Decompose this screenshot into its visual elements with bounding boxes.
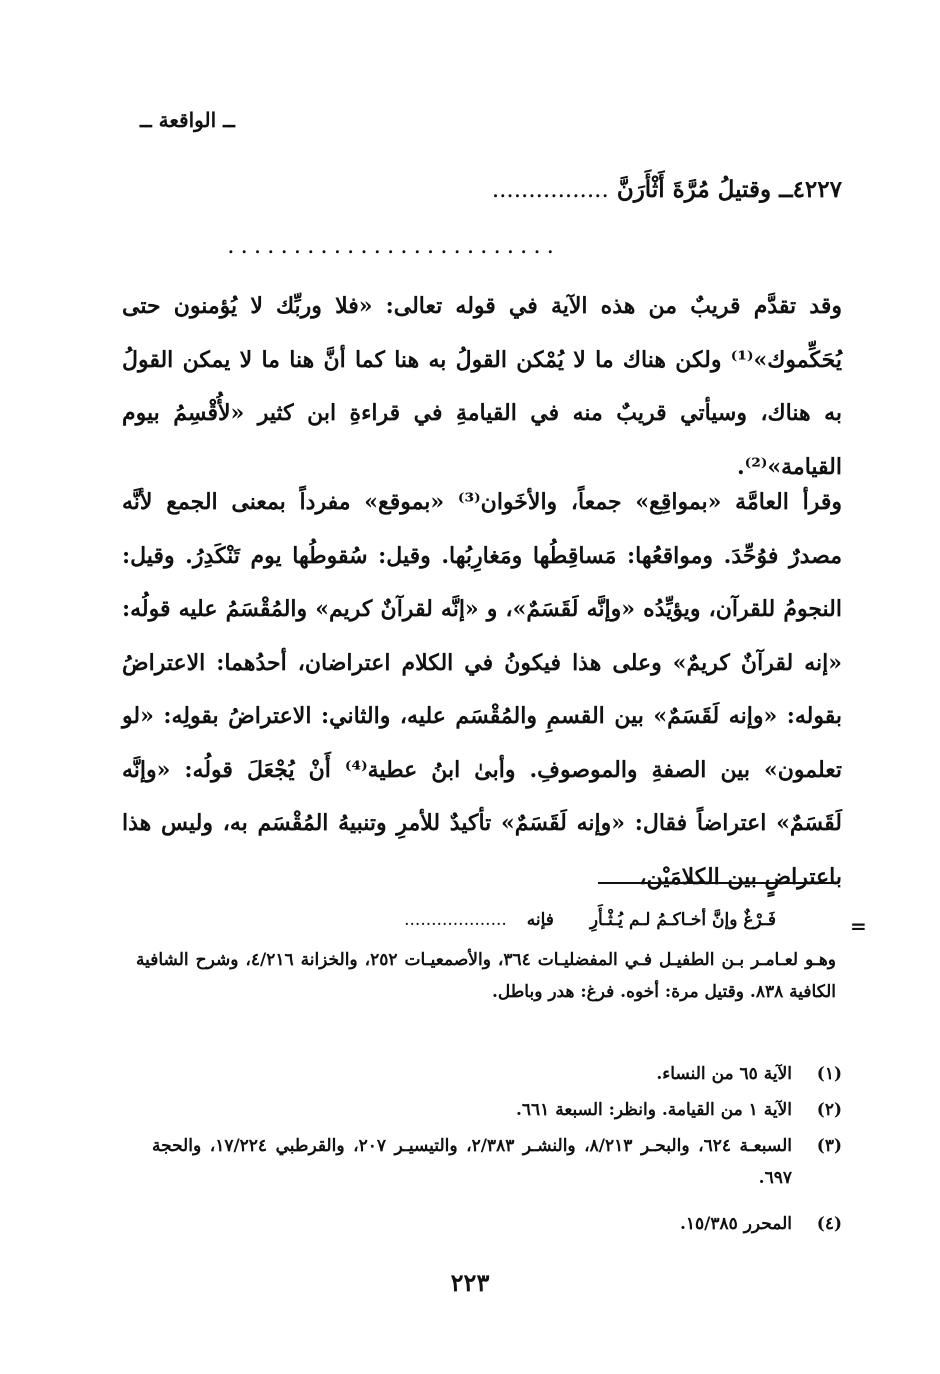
footnote-verse-line [136, 904, 836, 936]
footnote-text: المحرر ١٥/٣٨٥. [679, 1214, 792, 1234]
footnote-number: (٤) [816, 1214, 842, 1234]
footnote-number: (١) [816, 1064, 842, 1084]
footnote-text: الآية ٦٥ من النساء. [656, 1064, 792, 1084]
verse-entry-text: ٤٢٢٧ــ وقتيلُ مُرَّةَ أَثْأَرَنَّ [616, 176, 842, 203]
verse-dots: ................ [491, 177, 609, 203]
footnote-3 [152, 1130, 842, 1194]
footnote-1 [152, 1058, 842, 1090]
footnote-verse-dots: ................... [404, 910, 507, 930]
running-header: ــ الواقعة ــ [140, 108, 235, 132]
footnote-number: (٢) [816, 1100, 842, 1120]
footnote-verse-a: فإنه [526, 910, 554, 930]
paragraph-2: وقرأ العامَّة «بمواقِع» جمعاً، والأخَوان⁽³⁾ «بموقع» مفرداً بمعنى الجمع لأنَّه مصدرٌ فوُحِّدَ. ومواقعُها: مَساقِطُها ومَغارِبُها. وقيل: سُقوطُها يوم تَنْكَدِرُ. وقيل: النجومُ للقرآن، ويؤيِّدُه «وإنَّه لَقَسَمٌ»، و «إنَّه لقرآنٌ كريم» والمُقْسَمُ عليه قولُه: «إنه لقرآنٌ كريمٌ» وعلى هذا فيكونُ في الكلام اعتراضان، أحدُهما: الاعتراضُ بقوله: «وإنه لَقَسَمٌ» بين القسمِ والمُقْسَم عليه، والثاني: الاعتراضُ بقولِه: «لو تعلمون» بين الصفةِ والموصوفِ. وأبىٰ ابنُ عطية⁽⁴⁾ أَنْ يُجْعَلَ قولُه: «وإنَّه لَقَسَمٌ» اعتراضاً فقال: «وإنه لَقَسَمٌ» تأكيدٌ للأمرِ وتنبيهُ المُقْسَم به، وليس هذا باعتراضٍ بين الكلامَيْن، [122, 489, 842, 890]
footnote-continuation-text: وهـو لعـامـر بـن الطفيـل فـي المفضليـات ٣٦٤، والأصمعيـات ٢٥٢، والخزانة ٤/٢١٦، وشرح الشافية الكافية ٨٣٨. وقتيل مرة: أخوه. فرغ: هدر وباطل. [136, 950, 837, 1002]
continuation-mark: = [850, 914, 867, 938]
footnote-separator [598, 882, 838, 884]
footnote-number: (٣) [816, 1136, 842, 1156]
footnote-verse-b: فَـرْغٌ وإنَّ أخـاكـمُ لـم يُـثْـأَرِ [589, 910, 776, 930]
page-number: ٢٢٣ [450, 1268, 490, 1297]
footnote-4 [152, 1208, 842, 1240]
footnote-text: السبعـة ٦٢٤، والبحـر ٨/٢١٣، والنشـر ٢/٣٨٣، والتيسيـر ٢٠٧، والقرطبي ١٧/٢٢٤، والحجة ٦٩٧. [152, 1136, 793, 1188]
footnote-2 [152, 1094, 842, 1126]
footnote-text: الآية ١ من القيامة. وانظر: السبعة ٦٦١. [515, 1100, 792, 1120]
verse-entry-line-2 [227, 232, 560, 259]
verse-dots-2: ......................... [227, 233, 560, 259]
paragraph-1: وقد تقدَّم قريبٌ من هذه الآية في قوله تعالى: «فلا وربِّك لا يُؤمنون حتى يُحَكِّموك»⁽¹⁾ ولكن هناك ما لا يُمْكن القولُ به هنا كما أنَّ هنا ما لا يمكن القولُ به هناك، وسيأتي قريبٌ منه في القيامةِ في قراءةِ ابن كثير «لأُقْسِمُ بيوم القيامة»⁽²⁾. [122, 293, 842, 480]
verse-entry-line [492, 176, 842, 203]
